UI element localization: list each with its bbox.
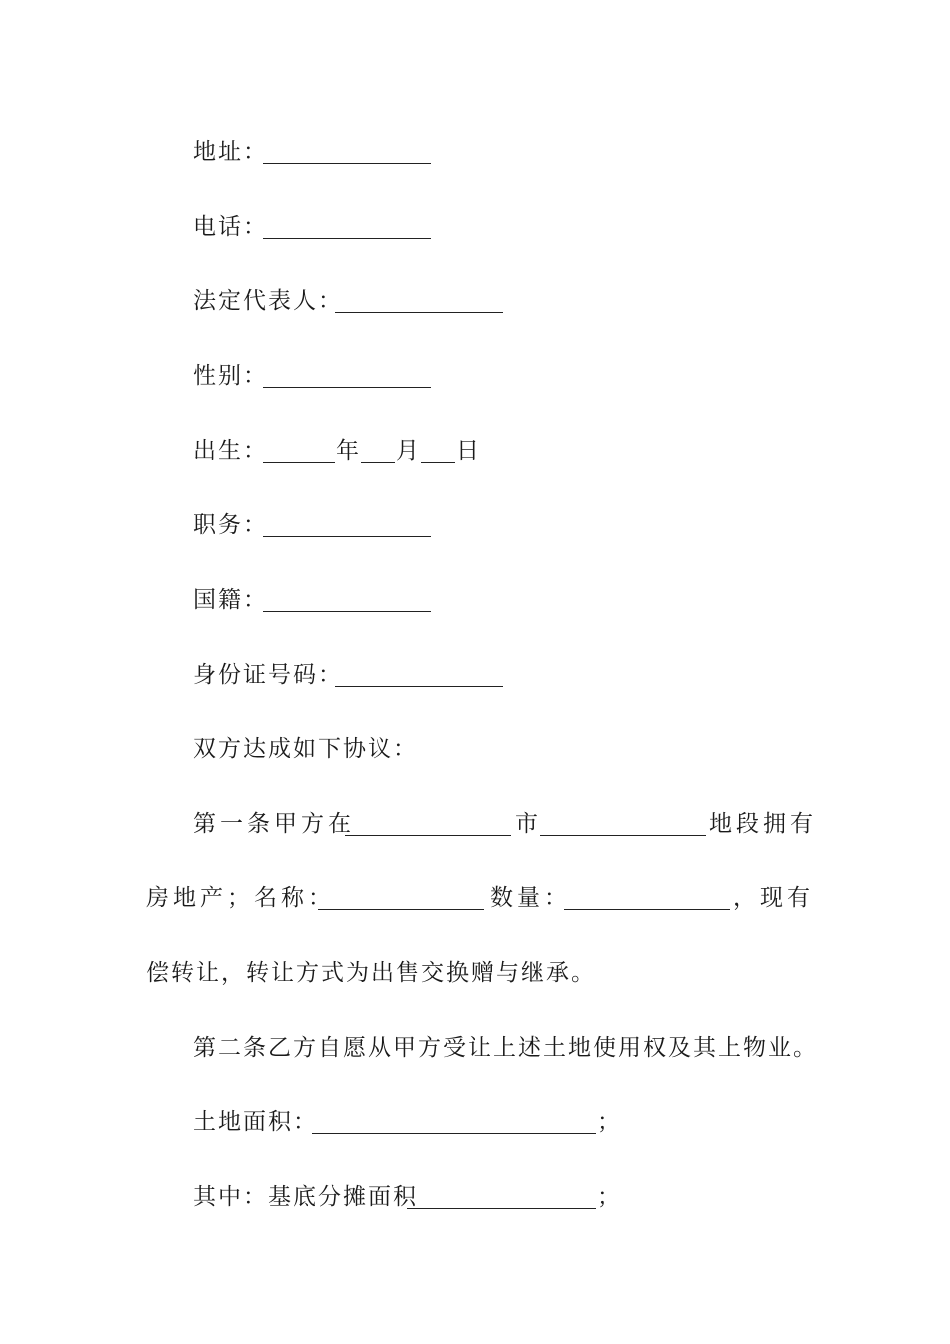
birth-line xyxy=(0,431,950,471)
birth-year-label: 年 xyxy=(336,438,361,464)
city-label: 市 xyxy=(515,811,542,837)
transfer-method-line xyxy=(0,953,950,993)
legal-rep-label: 法定代表人： xyxy=(193,288,343,314)
position-blank[interactable] xyxy=(263,536,431,537)
birth-month-label: 月 xyxy=(396,438,421,464)
agreement-intro-line xyxy=(0,729,950,769)
base-area-label: 其中：基底分摊面积 xyxy=(193,1184,418,1210)
property-name-label: 房地产；名称： xyxy=(146,885,335,911)
base-area-end: ； xyxy=(597,1184,622,1210)
gender-label: 性别： xyxy=(193,363,268,389)
address-blank[interactable] xyxy=(263,163,431,164)
phone-label: 电话： xyxy=(193,214,268,240)
transfer-method-text: 偿转让，转让方式为出售交换赠与继承。 xyxy=(146,960,596,986)
quantity-label: 数量： xyxy=(490,885,571,911)
land-area-blank[interactable] xyxy=(312,1133,596,1134)
quantity-blank[interactable] xyxy=(564,909,730,910)
property-line xyxy=(0,878,950,918)
article-one-start: 第一条甲方在 xyxy=(193,811,355,837)
birth-year-blank[interactable] xyxy=(263,462,335,463)
article-two-text: 第二条乙方自愿从甲方受让上述土地使用权及其上物业。 xyxy=(193,1035,818,1061)
nationality-blank[interactable] xyxy=(263,611,431,612)
property-line-end: ，现有 xyxy=(733,885,814,911)
gender-blank[interactable] xyxy=(263,387,431,388)
legal-rep-blank[interactable] xyxy=(335,312,503,313)
land-area-end: ； xyxy=(597,1109,622,1135)
id-number-label: 身份证号码： xyxy=(193,662,343,688)
address-line xyxy=(0,132,950,172)
nationality-label: 国籍： xyxy=(193,587,268,613)
property-name-blank[interactable] xyxy=(318,909,484,910)
position-label: 职务： xyxy=(193,512,268,538)
phone-blank[interactable] xyxy=(263,238,431,239)
position-line xyxy=(0,505,950,545)
address-label: 地址： xyxy=(193,139,268,165)
land-area-label: 土地面积： xyxy=(193,1109,318,1135)
id-number-line xyxy=(0,655,950,695)
article-one-line xyxy=(0,804,950,844)
legal-rep-line xyxy=(0,281,950,321)
lot-blank[interactable] xyxy=(540,835,706,836)
nationality-line xyxy=(0,580,950,620)
agreement-intro-text: 双方达成如下协议： xyxy=(193,736,418,762)
base-area-blank[interactable] xyxy=(407,1208,596,1209)
phone-line xyxy=(0,207,950,247)
land-area-line xyxy=(0,1102,950,1142)
id-number-blank[interactable] xyxy=(335,686,503,687)
gender-line xyxy=(0,356,950,396)
birth-month-blank[interactable] xyxy=(361,462,395,463)
base-area-line xyxy=(0,1177,950,1217)
birth-label: 出生： xyxy=(193,438,268,464)
article-two-line xyxy=(0,1028,950,1068)
city-blank[interactable] xyxy=(345,835,511,836)
birth-day-label: 日 xyxy=(456,438,481,464)
birth-day-blank[interactable] xyxy=(421,462,455,463)
article-one-end: 地段拥有 xyxy=(709,811,817,837)
